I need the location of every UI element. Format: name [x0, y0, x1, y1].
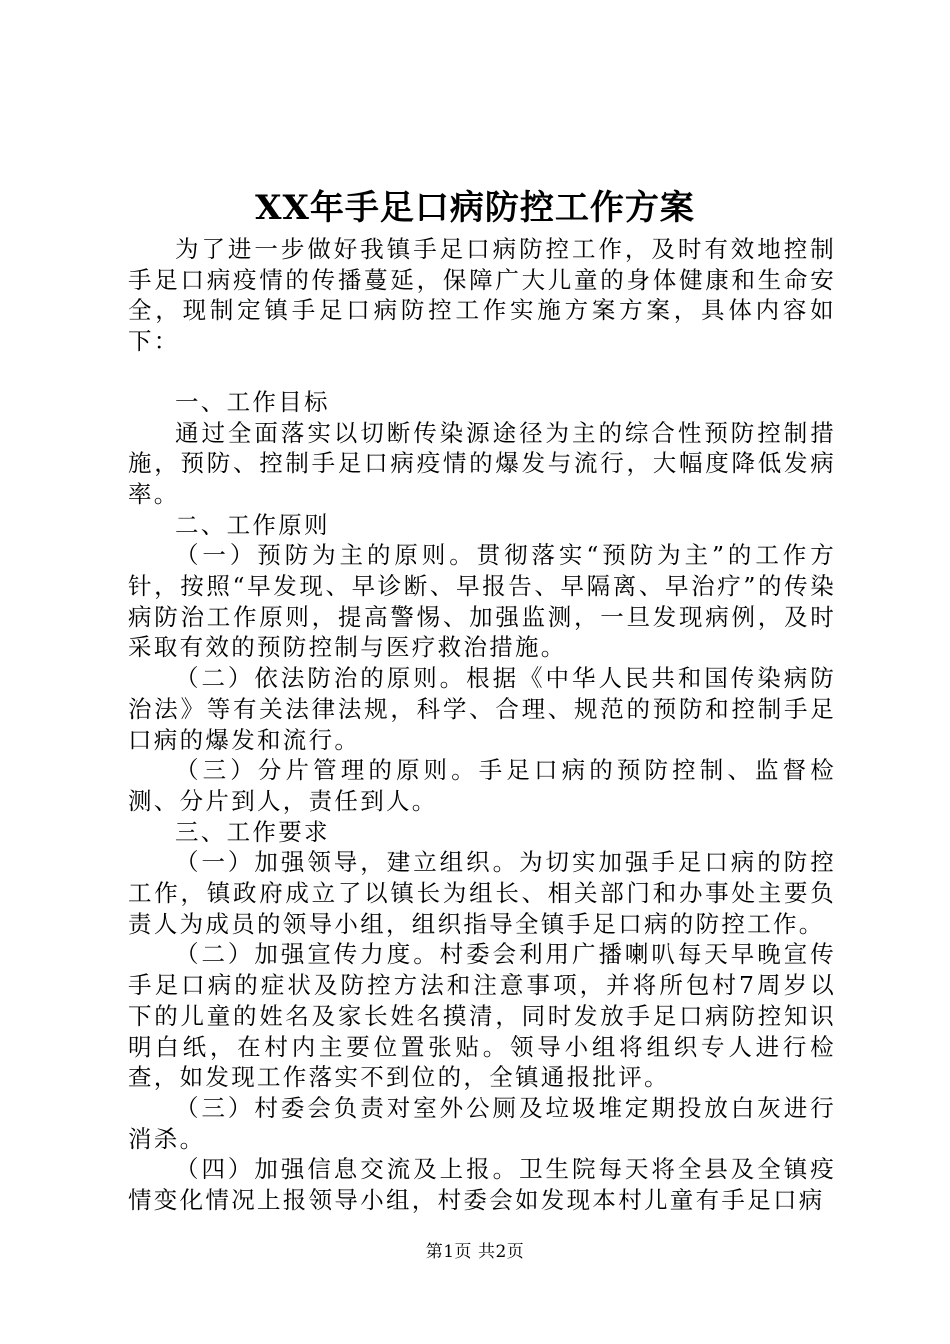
- document-title: XX年手足口病防控工作方案: [255, 188, 695, 228]
- document-body: [128, 234, 836, 1216]
- page-number-footer: 第1页 共2页: [425, 1242, 525, 1262]
- requirement-publicity-paragraph: （二）加强宣传力度。村委会利用广播喇叭每天早晚宣传手足口病的症状及防控方法和注意事项，并将所包村7周岁以下的儿童的姓名及家长姓名摸清，同时发放手足口病防控知识明白纸，在村内主要位置张贴。领导小组将组织专人进行检查，如发现工作落实不到位的，全镇通报批评。: [128, 940, 836, 1092]
- intro-paragraph: 为了进一步做好我镇手足口病防控工作，及时有效地控制手足口病疫情的传播蔓延，保障广大儿童的身体健康和生命安全，现制定镇手足口病防控工作实施方案方案，具体内容如下：: [128, 235, 836, 356]
- principle-law-paragraph: （二）依法防治的原则。根据《中华人民共和国传染病防治法》等有关法律法规，科学、合理、规范的预防和控制手足口病的爆发和流行。: [128, 664, 836, 754]
- requirement-disinfection-paragraph: （三）村委会负责对室外公厕及垃圾堆定期投放白灰进行消杀。: [128, 1093, 836, 1153]
- section-heading-goal: 一、工作目标: [175, 387, 330, 416]
- goal-paragraph: 通过全面落实以切断传染源途径为主的综合性预防控制措施，预防、控制手足口病疫情的爆发与流行，大幅度降低发病率。: [128, 418, 836, 508]
- principle-prevention-paragraph: （一）预防为主的原则。贯彻落实“预防为主”的工作方针，按照“早发现、早诊断、早报告、早隔离、早治疗”的传染病防治工作原则，提高警惕、加强监测，一旦发现病例，及时采取有效的预防控制与医疗救治措施。: [128, 541, 836, 662]
- requirement-leadership-paragraph: （一）加强领导，建立组织。为切实加强手足口病的防控工作，镇政府成立了以镇长为组长、相关部门和办事处主要负责人为成员的领导小组，组织指导全镇手足口病的防控工作。: [128, 848, 836, 938]
- principle-zoning-paragraph: （三）分片管理的原则。手足口病的预防控制、监督检测、分片到人，责任到人。: [128, 756, 836, 815]
- section-heading-requirements: 三、工作要求: [175, 817, 330, 846]
- section-heading-principles: 二、工作原则: [175, 510, 330, 539]
- requirement-reporting-paragraph: （四）加强信息交流及上报。卫生院每天将全县及全镇疫情变化情况上报领导小组，村委会如发现本村儿童有手足口病: [128, 1155, 836, 1215]
